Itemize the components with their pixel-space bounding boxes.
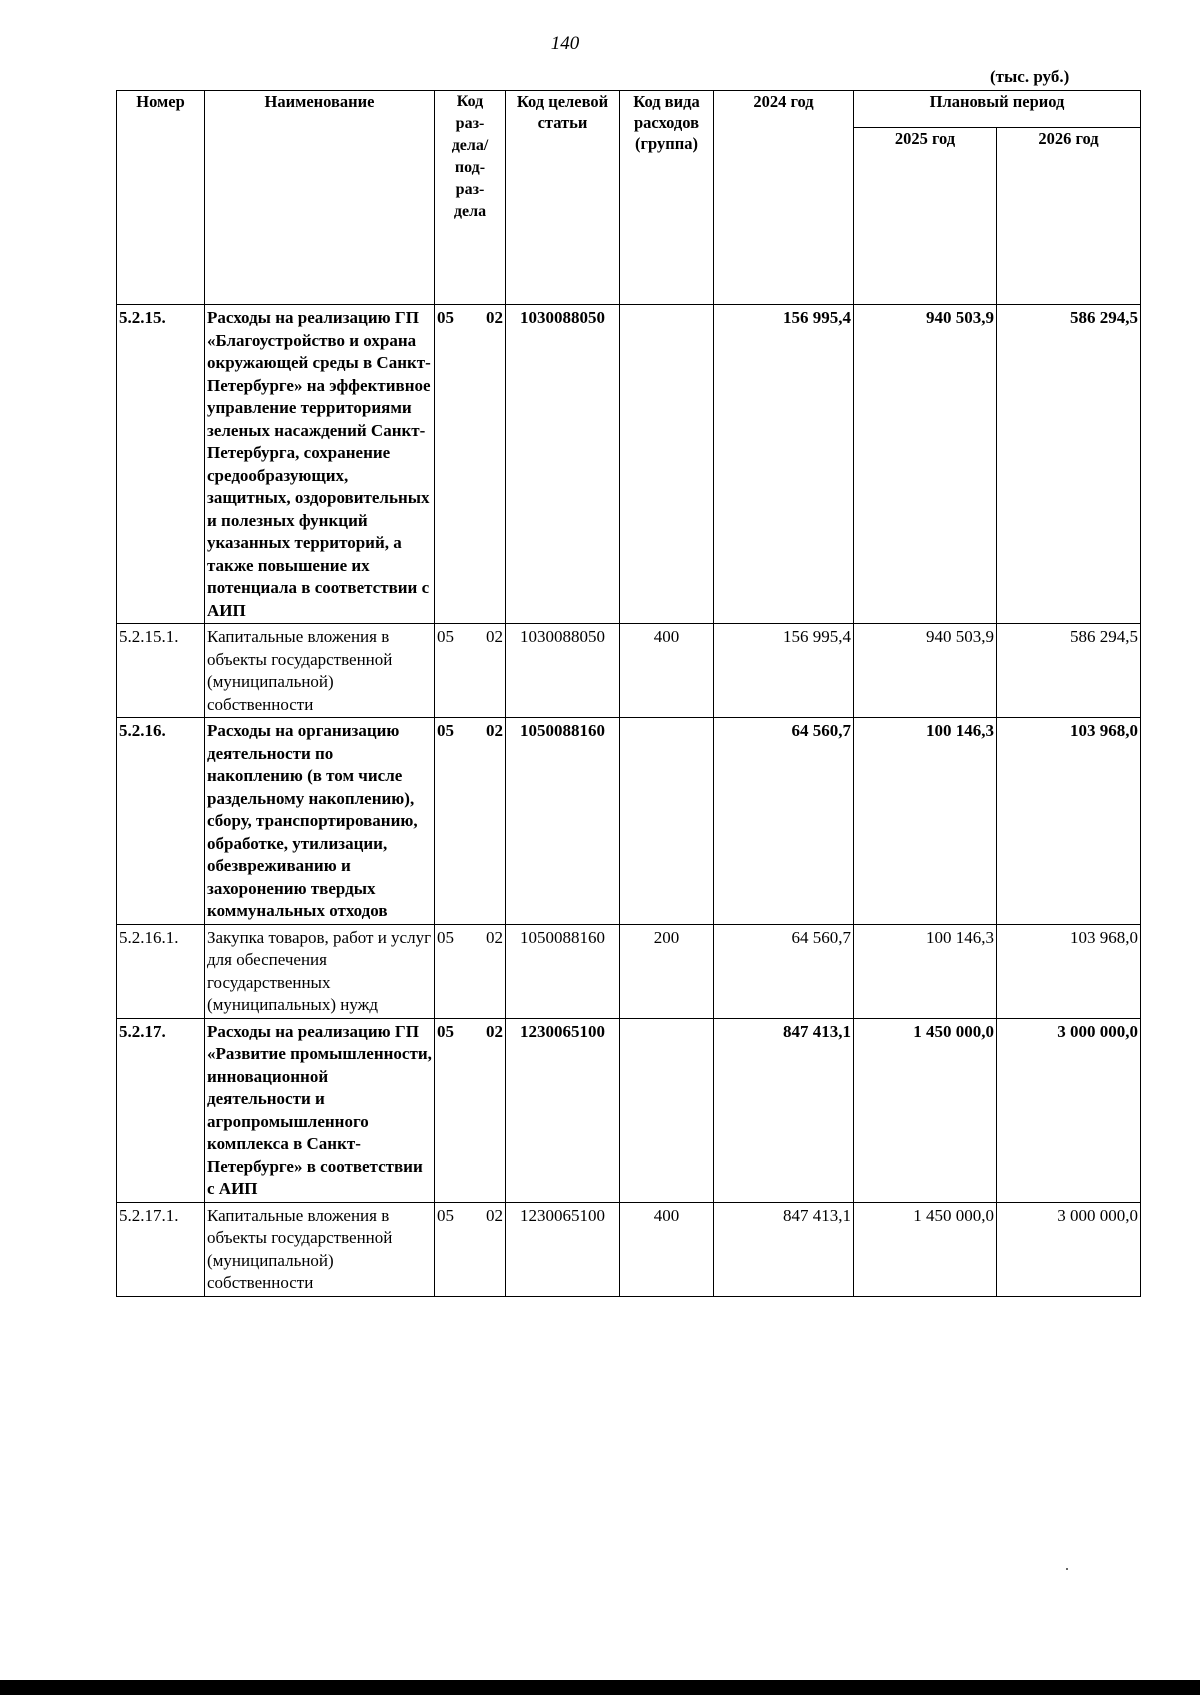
row-expense-type [620,305,714,624]
row-value-2024: 847 413,1 [714,1202,854,1296]
row-name: Расходы на реализацию ГП «Благоустройство и охрана окружающей среды в Санкт-Петербурге» на эффективное управление территориями зеленых насаждений Санкт-Петербурга, сохранение средообразующих, защитных, оздоровительных и полезных функций указанных территорий, а также повышение их потенциала в соответствии с АИП [205,305,435,624]
row-value-2026: 586 294,5 [997,305,1141,624]
scan-border [0,1680,1200,1695]
row-value-2025: 940 503,9 [854,305,997,624]
row-value-2024: 64 560,7 [714,718,854,925]
row-number: 5.2.16.1. [117,924,205,1018]
table-row [117,718,1141,925]
row-value-2025: 100 146,3 [854,924,997,1018]
row-value-2025: 100 146,3 [854,718,997,925]
col-2024-header: 2024 год [714,91,854,305]
row-target-code: 1230065100 [506,1018,620,1202]
row-section-code [435,305,506,624]
table-row [117,1018,1141,1202]
col-2026-header: 2026 год [997,128,1141,305]
row-number: 5.2.16. [117,718,205,925]
subsection-code: 02 [486,721,503,740]
section-code: 05 [437,308,454,327]
row-value-2026: 103 968,0 [997,718,1141,925]
row-value-2026: 103 968,0 [997,924,1141,1018]
row-name: Закупка товаров, работ и услуг для обеспечения государственных (муниципальных) нужд [205,924,435,1018]
row-value-2024: 156 995,4 [714,624,854,718]
row-name: Расходы на организацию деятельности по накоплению (в том числе раздельному накоплению), сбору, транспортированию, обработке, утилизации, обезвреживанию и захоронению твердых коммунальных отходов [205,718,435,925]
row-value-2025: 940 503,9 [854,624,997,718]
row-target-code: 1230065100 [506,1202,620,1296]
row-value-2026: 3 000 000,0 [997,1202,1141,1296]
row-target-code: 1050088160 [506,718,620,925]
subsection-code: 02 [486,1205,503,1225]
subsection-code: 02 [486,308,503,327]
table-row [117,1202,1141,1296]
row-value-2024: 847 413,1 [714,1018,854,1202]
section-code: 05 [437,1205,454,1225]
row-section-code [435,718,506,925]
scan-speck [1066,1568,1068,1570]
row-value-2026: 586 294,5 [997,624,1141,718]
subsection-code: 02 [486,1021,503,1041]
row-value-2026: 3 000 000,0 [997,1018,1141,1202]
subsection-code: 02 [486,627,503,646]
row-number: 5.2.15. [117,305,205,624]
row-section-code [435,624,506,718]
row-number: 5.2.17. [117,1018,205,1202]
row-expense-type: 400 [620,624,714,718]
row-number: 5.2.17.1. [117,1202,205,1296]
plan-period-header: Плановый период [854,91,1141,128]
header-row-1 [117,91,1141,128]
row-value-2025: 1 450 000,0 [854,1018,997,1202]
section-code: 05 [437,927,454,947]
row-expense-type [620,1018,714,1202]
row-section-code [435,1202,506,1296]
col-expense-type-header: Код вида расходов (группа) [620,91,714,305]
row-section-code [435,924,506,1018]
row-expense-type: 400 [620,1202,714,1296]
section-code: 05 [437,721,454,740]
section-code: 05 [437,1021,454,1041]
row-target-code: 1030088050 [506,624,620,718]
row-value-2024: 156 995,4 [714,305,854,624]
row-section-code [435,1018,506,1202]
subsection-code: 02 [486,927,503,947]
budget-table [116,90,1141,1297]
units-label: (тыс. руб.) [990,67,1070,86]
row-value-2024: 64 560,7 [714,924,854,1018]
row-target-code: 1030088050 [506,305,620,624]
row-number: 5.2.15.1. [117,624,205,718]
col-2025-header: 2025 год [854,128,997,305]
row-name: Капитальные вложения в объекты государственной (муниципальной) собственности [205,624,435,718]
row-name: Расходы на реализацию ГП «Развитие промышленности, инновационной деятельности и агропромышленного комплекса в Санкт-Петербурге» в соответствии с АИП [205,1018,435,1202]
row-expense-type: 200 [620,924,714,1018]
page-number: 140 [550,33,580,54]
row-expense-type [620,718,714,925]
table-body [117,305,1141,1297]
row-target-code: 1050088160 [506,924,620,1018]
table-row [117,305,1141,624]
section-code: 05 [437,627,454,646]
col-name-header: Наименование [205,91,435,305]
col-number-header: Номер [117,91,205,305]
col-section-header: Код раз- дела/ под- раз- дела [435,91,506,305]
table-row [117,924,1141,1018]
row-name: Капитальные вложения в объекты государственной (муниципальной) собственности [205,1202,435,1296]
col-target-header: Код целевой статьи [506,91,620,305]
row-value-2025: 1 450 000,0 [854,1202,997,1296]
table-row [117,624,1141,718]
